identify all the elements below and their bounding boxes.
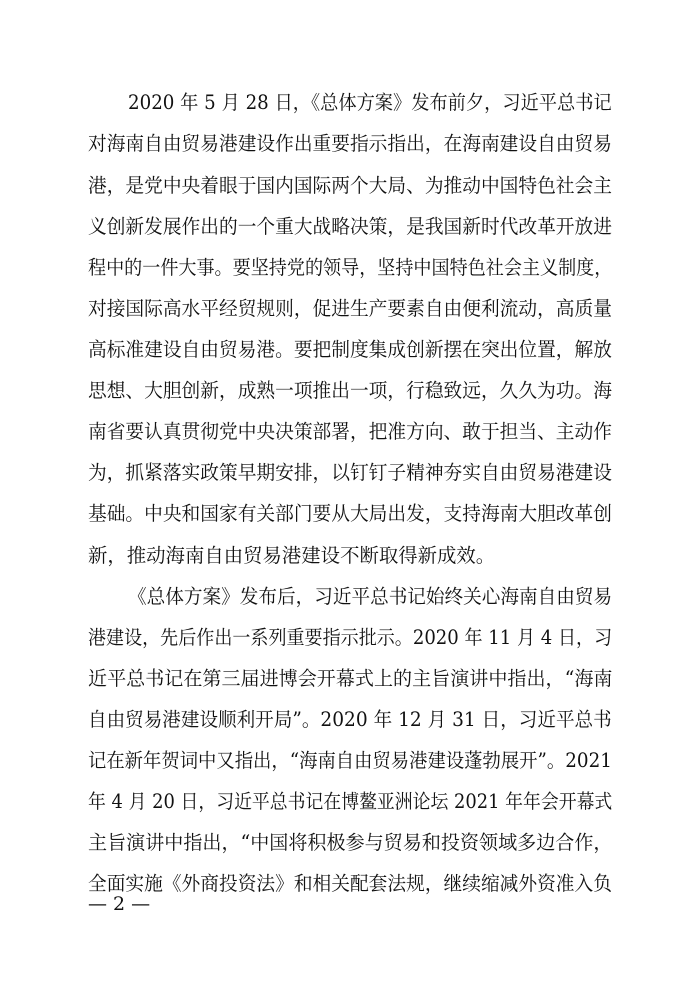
text-line: 南省要认真贯彻党中央决策部署，把准方向、敢于担当、主动作 <box>88 420 612 443</box>
text-line: 港，是党中央着眼于国内国际两个大局、为推动中国特色社会主 <box>88 174 612 197</box>
text-line: 对海南自由贸易港建设作出重要指示指出，在海南建设自由贸易 <box>88 132 612 155</box>
text-line: 年 4 月 20 日，习近平总书记在博鳌亚洲论坛 2021 年年会开幕式 <box>88 790 613 813</box>
text-line: 全面实施《外商投资法》和相关配套法规，继续缩减外资准入负 <box>88 872 612 895</box>
text-line: 自由贸易港建设顺利开局”。2020 年 12 月 31 日，习近平总书 <box>88 708 612 731</box>
text-line: 程中的一件大事。要坚持党的领导，坚持中国特色社会主义制度， <box>88 256 613 279</box>
text-line: 义创新发展作出的一个重大战略决策，是我国新时代改革开放进 <box>88 215 612 238</box>
text-line: 2020 年 5 月 28 日，《总体方案》发布前夕，习近平总书记 <box>128 91 612 114</box>
text-line: 思想、大胆创新，成熟一项推出一项，行稳致远，久久为功。海 <box>88 379 612 402</box>
text-line: 高标准建设自由贸易港。要把制度集成创新摆在突出位置，解放 <box>88 338 612 361</box>
text-line: 对接国际高水平经贸规则，促进生产要素自由便利流动，高质量 <box>88 297 612 320</box>
text-line: 《总体方案》发布后，习近平总书记始终关心海南自由贸易 <box>128 585 613 608</box>
text-line: 主旨演讲中指出，“中国将积极参与贸易和投资领域多边合作， <box>88 831 613 854</box>
text-line: 记在新年贺词中又指出，“海南自由贸易港建设蓬勃展开”。2021 <box>88 749 612 772</box>
text-line: 为，抓紧落实政策早期安排，以钉钉子精神夯实自由贸易港建设 <box>88 461 612 484</box>
page-number: — 2 — <box>88 893 151 915</box>
text-line: 近平总书记在第三届进博会开幕式上的主旨演讲中指出，“海南 <box>88 667 613 690</box>
text-line: 基础。中央和国家有关部门要从大局出发，支持海南大胆改革创 <box>88 502 612 525</box>
text-line: 港建设，先后作出一系列重要指示批示。2020 年 11 月 4 日，习 <box>88 626 613 649</box>
text-line: 新，推动海南自由贸易港建设不断取得新成效。 <box>88 544 496 567</box>
